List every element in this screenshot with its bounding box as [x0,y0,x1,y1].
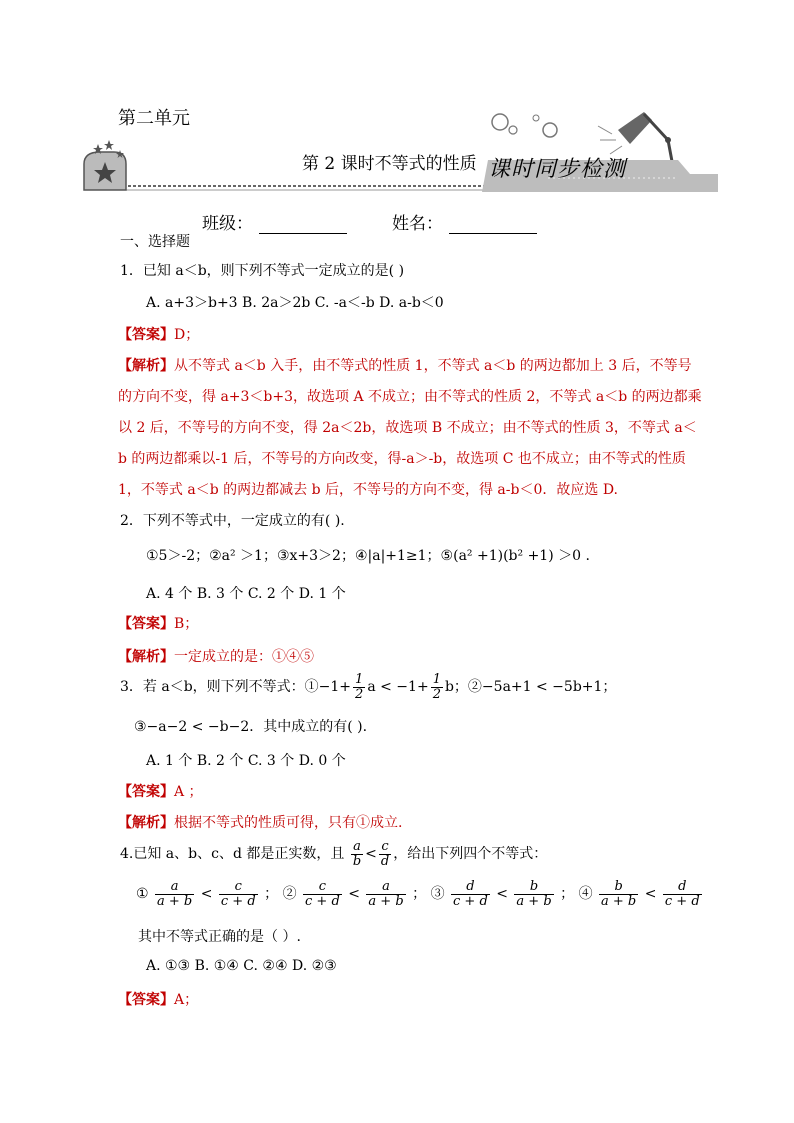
unit-title: 第二单元 [118,108,190,129]
q1-answer [118,324,199,344]
q4-answer [118,989,198,1009]
circled-4: ④ [578,886,593,903]
frac-den: c + d [305,893,340,909]
q2-analysis [118,646,314,666]
frac-num: a [366,880,405,895]
fraction [514,880,553,908]
frac-num: 1 [355,672,364,687]
q3-stem [120,673,616,701]
star-badge-icon [84,140,126,190]
frac-den: a + b [368,893,404,909]
frac-num: a [351,840,363,855]
q4-inequalities [136,880,704,908]
circled-1: ① [136,886,149,903]
frac-num: c [379,840,391,855]
q4-stem-part: ，给出下列四个不等式： [393,846,548,863]
separator: ； [560,886,575,903]
class-field[interactable] [202,209,347,234]
fraction [303,880,342,908]
fraction [663,880,702,908]
frac-num: a [155,880,194,895]
name-blank[interactable] [449,217,537,234]
q4-stem [120,840,547,868]
lt-sign: < [365,846,377,863]
frac-den: a + b [157,893,193,909]
frac-den: a + b [601,893,637,909]
q4-options: A. ①③ B. ①④ C. ②④ D. ②③ [146,958,337,974]
q1-analysis-line: 1，不等式 a＜b 的两边都减去 b 后，不等号的方向不变，得 a-b＜0．故应选 D. [118,482,618,498]
frac-den: c + d [453,893,488,909]
q1-analysis-line: b 的两边都乘以-1 后，不等号的方向改变，得-a＞-b，故选项 C 也不成立；由不等式的性质 [118,451,686,467]
name-label: 姓名： [392,214,443,234]
frac-den: a + b [516,893,552,909]
name-field[interactable] [392,209,537,234]
q3-stem-part: 3．若 a＜b，则下列不等式：①−1+ [120,679,352,696]
frac-num: d [663,880,702,895]
answer-value: A ； [174,784,203,800]
lt-sign: < [496,886,508,903]
answer-tag: 【答案】 [118,616,174,632]
analysis-tag: 【解析】 [118,815,174,831]
class-label: 班级： [202,214,253,234]
fraction [379,840,391,868]
analysis-text: 一定成立的是：①④⑤ [174,649,314,665]
class-blank[interactable] [259,217,347,234]
fraction [219,880,258,908]
separator: ； [264,886,279,903]
frac-num: 1 [432,672,441,687]
q1-analysis-line [118,355,692,375]
answer-value: A； [174,992,199,1008]
q1-analysis-line: 的方向不变，得 a+3＜b+3，故选项 A 不成立；由不等式的性质 2，不等式 a＜b 的两边都乘 [118,389,702,405]
q3-analysis [118,812,402,832]
fraction [351,840,363,868]
frac-num: b [514,880,553,895]
frac-den: 2 [432,686,441,702]
analysis-tag: 【解析】 [118,649,174,665]
half-fraction [353,673,365,701]
q2-items: ①5＞-2；②a² ＞1；③x+3＞2；④|a|+1≥1；⑤(a² +1)(b² +1) ＞0 . [146,548,590,564]
q1-options: A. a+3＞b+3 B. 2a＞2b C. -a＜-b D. a-b＜0 [146,295,444,311]
q1-analysis-line: 以 2 后，不等号的方向不变，得 2a＜2b，故选项 B 不成立；由不等式的性质 3，不等式 a＜ [118,420,697,436]
q4-stem-part: 4.已知 a、b、c、d 都是正实数，且 [120,846,345,863]
q3-line2: ③−a−2 < −b−2．其中成立的有( ). [134,719,368,735]
q4-line3: 其中不等式正确的是（ ）. [138,929,301,945]
frac-den: c + d [664,893,700,909]
frac-num: b [599,880,638,895]
q3-options: A. 1 个 B. 2 个 C. 3 个 D. 0 个 [146,753,346,769]
q2-options: A. 4 个 B. 3 个 C. 2 个 D. 1 个 [146,586,346,602]
q3-stem-part: b；②−5a+1 < −5b+1； [444,679,617,696]
answer-tag: 【答案】 [118,992,174,1008]
circled-3: ③ [430,886,445,903]
lt-sign: < [644,886,657,903]
circled-2: ② [282,886,297,903]
q2-stem: 2．下列不等式中，一定成立的有( ). [120,513,345,529]
analysis-text: 根据不等式的性质可得，只有①成立. [174,815,403,831]
separator: ； [412,886,427,903]
q1-stem: 1．已知 a＜b，则下列不等式一定成立的是( ) [120,263,405,279]
half-fraction [431,673,443,701]
analysis-text: 从不等式 a＜b 入手，由不等式的性质 1，不等式 a＜b 的两边都加上 3 后，不等号 [174,358,692,374]
lt-sign: < [200,886,213,903]
fraction [366,880,405,908]
lt-sign: < [348,886,360,903]
answer-tag: 【答案】 [118,327,174,343]
fraction [155,880,194,908]
q2-answer [118,613,198,633]
frac-den: c + d [220,893,256,909]
answer-tag: 【答案】 [118,784,174,800]
frac-num: c [303,880,342,895]
fraction [451,880,490,908]
section-heading: 一、选择题 [120,234,190,250]
fraction [599,880,638,908]
frac-den: 2 [355,686,364,702]
analysis-tag: 【解析】 [118,358,174,374]
frac-num: c [219,880,258,895]
frac-num: d [451,880,490,895]
lesson-title: 第 2 课时不等式的性质 [302,154,477,174]
q3-answer [118,781,203,801]
frac-den: d [380,853,390,869]
q3-stem-part: a < −1+ [367,679,429,696]
frac-den: b [352,853,362,869]
answer-value: B； [174,616,199,632]
brand-title: 课时同步检测 [488,157,627,182]
answer-value: D； [174,327,200,343]
